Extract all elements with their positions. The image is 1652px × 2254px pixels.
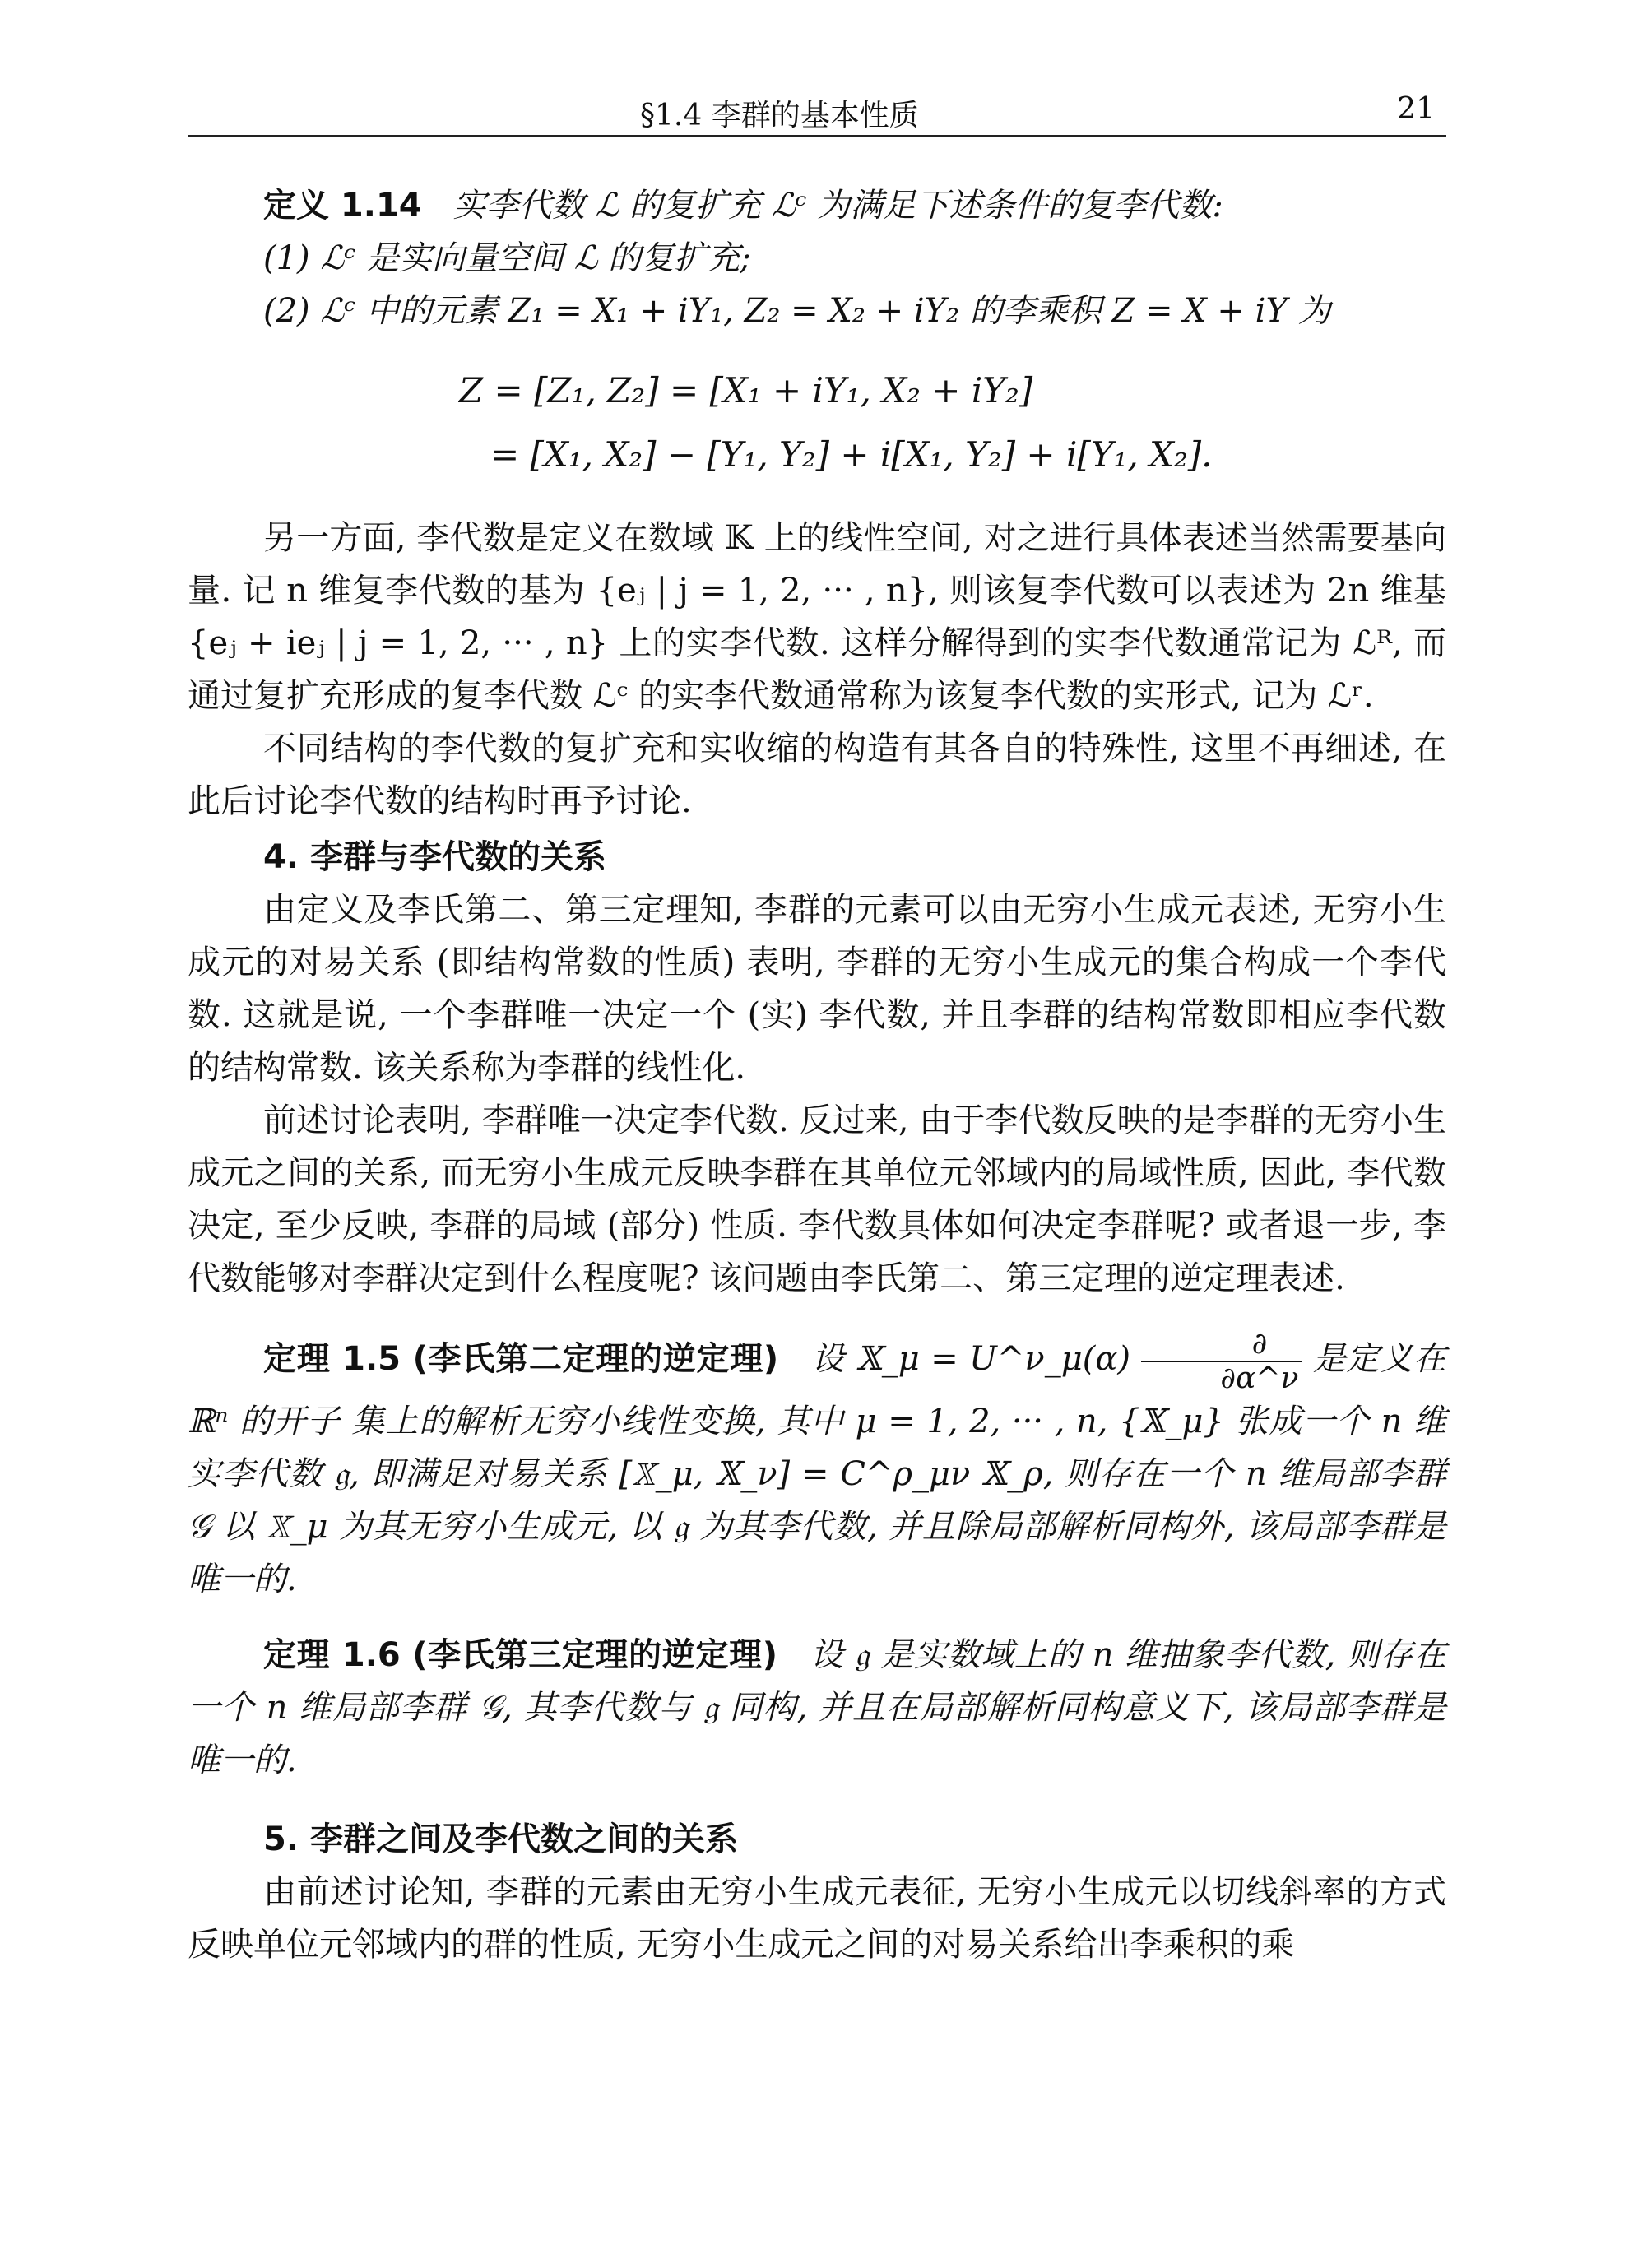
definition-item-2: (2) ℒᶜ 中的元素 Z₁ = X₁ + iY₁, Z₂ = X₂ + iY₂ 的李乘积 Z = X + iY 为	[263, 292, 1331, 330]
section-5-heading: 5. 李群之间及李代数之间的关系	[263, 1820, 738, 1858]
theorem-1-5-post: 是定义在 ℝⁿ 的开子	[188, 1340, 1447, 1440]
theorem-1-5-pre: 设 𝕏_μ = U^ν_μ(α)	[811, 1340, 1130, 1378]
definition-intro: 实李代数 ℒ 的复扩充 ℒᶜ 为满足下述条件的复李代数:	[452, 187, 1223, 225]
lie-product-equation	[188, 359, 1446, 487]
paragraph-complex-extension: 不同结构的李代数的复扩充和实收缩的构造有其各自的特殊性, 这里不再细述, 在此后讨论李代数的结构时再予讨论.	[188, 730, 1446, 820]
section-4-paragraph-2: 前述讨论表明, 李群唯一决定李代数. 反过来, 由于李代数反映的是李群的无穷小生成元之间的关系, 而无穷小生成元反映李群在其单位元邻域内的局域性质, 因此, 李代数决定, 至少反映, 李群的局域 (部分) 性质. 李代数具体如何决定李群呢? 或者退一步, 李代数能够对李群决定到什么程度呢? 该问题由李氏第二、第三定理的逆定理表述.	[188, 1101, 1446, 1297]
header-section-title: §1.4 李群的基本性质	[640, 99, 919, 132]
page-body	[188, 179, 1446, 1971]
theorem-1-5	[188, 1328, 1446, 1606]
theorem-1-6-label: 定理 1.6 (李氏第三定理的逆定理)	[263, 1636, 778, 1674]
partial-derivative-fraction	[1141, 1328, 1302, 1395]
theorem-1-6-text: 设 𝔤 是实数域上的 n 维抽象李代数, 则存在一个 n 维局部李群 𝒢, 其李代数与 𝔤 同构, 并且在局部解析同构意义下, 该局部李群是唯一的.	[188, 1636, 1446, 1779]
section-4-heading: 4. 李群与李代数的关系	[263, 838, 606, 876]
theorem-1-5-label: 定理 1.5 (李氏第二定理的逆定理)	[263, 1340, 779, 1378]
theorem-1-5-rest: 集上的解析无穷小线性变换, 其中 μ = 1, 2, ··· , n, {𝕏_μ} 张成一个 n 维实李代数 𝔤, 即满足对易关系 [𝕏_μ, 𝕏_ν] = C^ρ_μν 𝕏_ρ, 则存在一个 n 维局部李群 𝒢 以 𝕏_μ 为其无穷小生成元, 以 𝔤 为其李代数, 并且除局部解析同构外, 该局部李群是唯一的.	[188, 1403, 1447, 1598]
equation-line-1: Z = [Z₁, Z₂] = [X₁ + iY₁, X₂ + iY₂]	[459, 370, 1033, 410]
theorem-1-6	[188, 1629, 1446, 1787]
definition-label: 定义 1.14	[263, 187, 422, 225]
fraction-denominator: ∂α^ν	[1220, 1361, 1299, 1395]
definition-1-14	[188, 179, 1446, 232]
page-number: 21	[1397, 92, 1435, 126]
section-4-paragraph-1: 由定义及李氏第二、第三定理知, 李群的元素可以由无穷小生成元表述, 无穷小生成元的对易关系 (即结构常数的性质) 表明, 李群的无穷小生成元的集合构成一个李代数. 这就是说, 一个李群唯一决定一个 (实) 李代数, 并且李群的结构常数即相应李代数的结构常数. 该关系称为李群的线性化.	[188, 891, 1446, 1087]
definition-item-1: (1) ℒᶜ 是实向量空间 ℒ 的复扩充;	[263, 239, 751, 277]
section-5-paragraph-1: 由前述讨论知, 李群的元素由无穷小生成元表征, 无穷小生成元以切线斜率的方式反映单位元邻域内的群的性质, 无穷小生成元之间的对易关系给出李乘积的乘	[188, 1873, 1446, 1964]
running-header	[188, 90, 1446, 137]
equation-line-2: = [X₁, X₂] − [Y₁, Y₂] + i[X₁, Y₂] + i[Y₁, X₂].	[490, 434, 1213, 475]
fraction-numerator: ∂	[1141, 1328, 1302, 1362]
paragraph-basis-vectors: 另一方面, 李代数是定义在数域 𝕂 上的线性空间, 对之进行具体表述当然需要基向量. 记 n 维复李代数的基为 {eⱼ | j = 1, 2, ··· , n}, 则该复李代数可以表述为 2n 维基 {eⱼ + ieⱼ | j = 1, 2, ··· , n} 上的实李代数. 这样分解得到的实李代数通常记为 ℒᴿ, 而通过复扩充形成的复李代数 ℒᶜ 的实李代数通常称为该复李代数的实形式, 记为 ℒʳ.	[188, 519, 1446, 715]
